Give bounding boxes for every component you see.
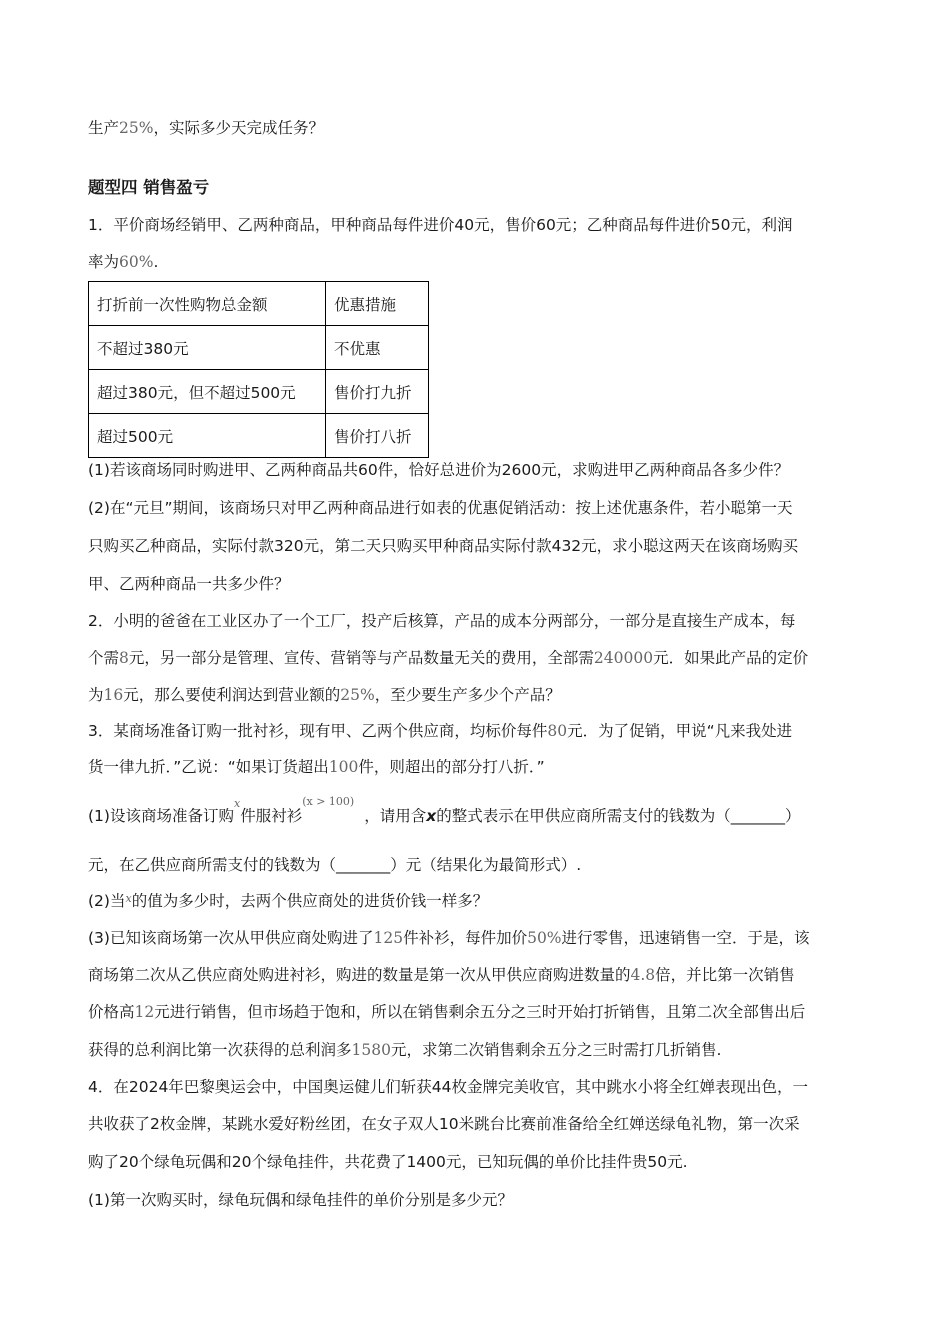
q1-part-1: (1)若该商场同时购进甲、乙两种商品共60件，恰好总进价为2600元，求购进甲乙两种商品各多少件？ — [88, 461, 790, 479]
text-fragment: 倍，并比第一次销售 — [655, 966, 795, 984]
text-fragment: 商场第二次从乙供应商处购进衬衫，购进的数量是第一次从甲供应商购进数量的 — [88, 966, 631, 984]
text-fragment: 的整式表示在甲供应商所需支付的钱数为（_______） — [436, 807, 801, 825]
text-fragment: 元，求第二次销售剩余五分之三时需打几折销售. — [390, 1041, 722, 1059]
q3-part-3-line-4 — [88, 1040, 721, 1060]
math-number: 240000 — [593, 649, 654, 667]
text-fragment: 元．如果此产品的定价 — [653, 649, 809, 667]
text-fragment: ，至少要生产多少个产品？ — [374, 686, 561, 704]
text-fragment: 元，那么要使利润达到营业额的 — [123, 686, 341, 704]
math-variable: x — [426, 807, 437, 825]
math-variable: x — [233, 797, 241, 810]
section-heading: 题型四 销售盈亏 — [88, 178, 210, 197]
text-fragment: 货一律九折．”乙说：“如果订货超出 — [88, 758, 329, 776]
math-percent: 25% — [119, 119, 154, 137]
q3-part-1-line-2: 元，在乙供应商所需支付的钱数为（_______）元（结果化为最简形式）. — [88, 856, 582, 874]
q3-part-3-line-3 — [88, 1002, 805, 1022]
text-fragment: . — [153, 253, 159, 271]
table-header-cell: 打折前一次性购物总金额 — [89, 282, 326, 326]
q2-line-2 — [88, 648, 808, 668]
q3-line-1 — [88, 721, 792, 741]
math-percent: 50% — [527, 929, 562, 947]
table-header-cell: 优惠措施 — [326, 282, 429, 326]
text-fragment: 件服衬衫 — [240, 807, 303, 825]
math-number: 1580 — [351, 1041, 391, 1059]
continuation-line — [88, 118, 324, 138]
q3-part-2 — [88, 891, 488, 913]
text-fragment: 元，另一部分是管理、宣传、营销等与产品数量无关的费用，全部需 — [128, 649, 594, 667]
math-number: 4.8 — [630, 966, 656, 984]
math-number: 80 — [547, 722, 568, 740]
q3-part-3-line-1 — [88, 928, 810, 948]
q4-line-1: 4．在2024年巴黎奥运会中，中国奥运健儿们斩获44枚金牌完美收官，其中跳水小将全红婵表现出色，一 — [88, 1078, 809, 1096]
text-fragment: 个需 — [88, 649, 120, 667]
q2-line-3 — [88, 685, 561, 705]
q1-line-1: 1．平价商场经销甲、乙两种商品，甲种商品每件进价40元，售价60元；乙种商品每件进价50元，利润 — [88, 216, 793, 234]
q3-line-2 — [88, 757, 545, 777]
table-row — [89, 370, 429, 414]
q3-part-1-line-1 — [88, 795, 801, 828]
table-row — [89, 326, 429, 370]
table-header-row — [89, 282, 429, 326]
math-number: 8 — [119, 649, 129, 667]
text-fragment: 价格高 — [88, 1003, 135, 1021]
math-percent: 25% — [340, 686, 375, 704]
table-cell: 售价打九折 — [326, 370, 429, 414]
text-fragment: 件，则超出的部分打八折．” — [358, 758, 545, 776]
text-fragment: (3)已知该商场第一次从甲供应商处购进了 — [88, 929, 374, 947]
table-cell: 售价打八折 — [326, 414, 429, 458]
math-number: 100 — [328, 758, 359, 776]
text-fragment: 的值为多少时，去两个供应商处的进货价钱一样多？ — [131, 892, 489, 910]
text-fragment: 率为 — [88, 253, 120, 271]
text-fragment: (2)当 — [88, 892, 126, 910]
math-number: 12 — [134, 1003, 155, 1021]
q1-part-2-line-2: 只购买乙种商品，实际付款320元，第二天只购买甲种商品实际付款432元，求小聪这两天在该商场购买 — [88, 537, 799, 555]
text-fragment: 元进行销售，但市场趋于饱和，所以在销售剩余五分之三时开始打折销售，且第二次全部售出后 — [154, 1003, 806, 1021]
q1-part-2-line-1: (2)在“元旦”期间，该商场只对甲乙两种商品进行如表的优惠促销活动：按上述优惠条件，若小聪第一天 — [88, 499, 793, 517]
q3-part-3-line-2 — [88, 965, 795, 985]
text-fragment: 为 — [88, 686, 104, 704]
discount-table — [88, 281, 429, 458]
q1-line-2 — [88, 252, 158, 272]
table-cell: 不优惠 — [326, 326, 429, 370]
math-number: 125 — [373, 929, 404, 947]
q2-line-1: 2．小明的爸爸在工业区办了一个工厂，投产后核算，产品的成本分两部分，一部分是直接生产成本，每 — [88, 612, 796, 630]
text-fragment: 获得的总利润比第一次获得的总利润多 — [88, 1041, 352, 1059]
math-percent: 60% — [119, 253, 154, 271]
table-cell: 超过380元，但不超过500元 — [89, 370, 326, 414]
math-condition: (x > 100) — [302, 795, 355, 808]
math-variable: x — [125, 892, 132, 905]
text-fragment: 件补衫，每件加价 — [403, 929, 528, 947]
math-number: 16 — [103, 686, 124, 704]
table-cell: 不超过380元 — [89, 326, 326, 370]
q4-part-1: (1)第一次购买时，绿龟玩偶和绿龟挂件的单价分别是多少元？ — [88, 1191, 513, 1209]
text-fragment: 进行零售，迅速销售一空．于是，该 — [561, 929, 810, 947]
text-fragment: 3．某商场准备订购一批衬衫，现有甲、乙两个供应商，均标价每件 — [88, 722, 548, 740]
q1-part-2-line-3: 甲、乙两种商品一共多少件？ — [88, 575, 290, 593]
q4-line-3: 购了20个绿龟玩偶和20个绿龟挂件，共花费了1400元，已知玩偶的单价比挂件贵50元. — [88, 1153, 688, 1171]
text-fragment: (1)设该商场准备订购 — [88, 807, 234, 825]
table-cell: 超过500元 — [89, 414, 326, 458]
text-fragment: ，请用含 — [364, 807, 427, 825]
table-row — [89, 414, 429, 458]
q4-line-2: 共收获了2枚金牌，某跳水爱好粉丝团，在女子双人10米跳台比赛前准备给全红婵送绿龟礼物，第一次采 — [88, 1115, 800, 1133]
text-fragment: 生产 — [88, 119, 120, 137]
text-fragment: 元．为了促销，甲说“凡来我处进 — [567, 722, 793, 740]
text-fragment: ，实际多少天完成任务？ — [153, 119, 324, 137]
